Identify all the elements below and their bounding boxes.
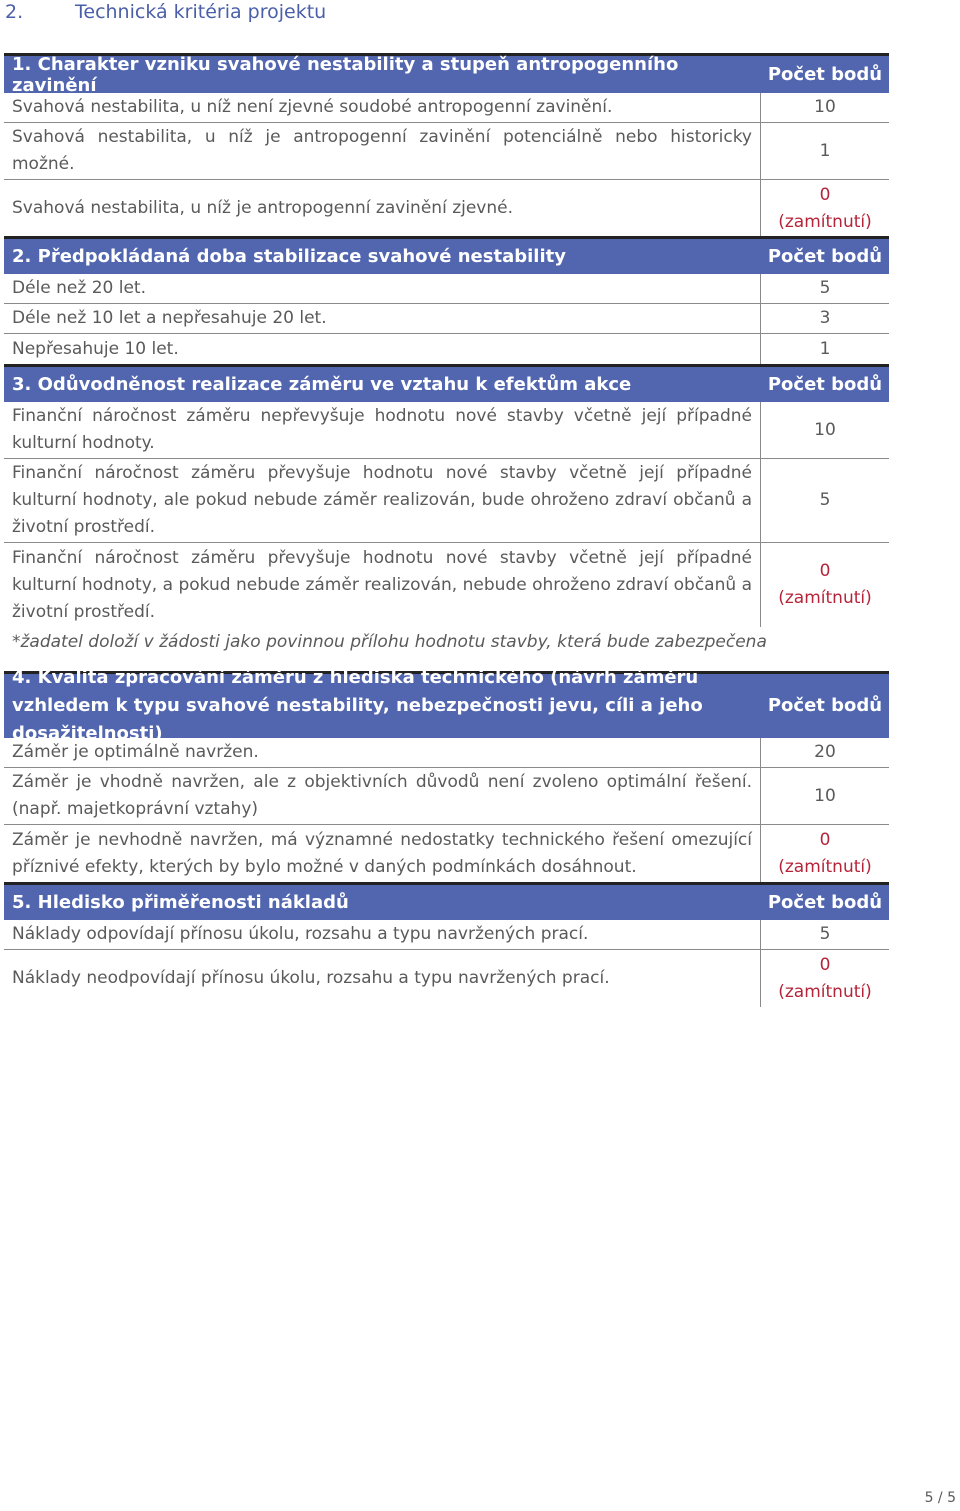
section-heading [5,0,326,24]
row-points [760,738,889,767]
table-row [4,274,889,304]
row-text: Svahová nestabilita, u níž není zjevné soudobé antropogenní zavinění. [12,97,613,117]
table-header [4,667,889,744]
table-row [4,738,889,768]
row-points [760,768,889,824]
points-value: 10 [814,97,836,117]
rejection-note: (zamítnutí) [778,856,872,877]
section-heading-title: Technická kritéria projektu [75,1,327,23]
points-value: 0 [819,829,831,850]
row-points [760,459,889,542]
row-points [760,123,889,179]
table-row [4,93,889,123]
table-row [4,459,889,543]
table-header [4,882,889,920]
header-title: 1. Charakter vzniku svahové nestability a stupeň antropogenního zavinění [12,53,679,96]
row-points [760,274,889,303]
points-value: 0 [819,561,831,581]
points-value: 1 [819,338,831,359]
table-row [4,123,889,180]
row-text: Svahová nestabilita, u níž je antropogenní zavinění zjevné. [12,198,513,218]
table-row [4,543,889,627]
criteria-table-2 [4,236,889,364]
row-points [760,93,889,122]
row-points [760,825,889,882]
table-row [4,920,889,950]
table-row [4,768,889,825]
section-heading-number: 2. [5,1,24,23]
rejection-note: (zamítnutí) [778,588,872,608]
row-points [760,402,889,458]
table-row [4,304,889,334]
points-value: 10 [814,785,836,806]
row-text: Náklady odpovídají přínosu úkolu, rozsahu a typu navržených prací. [12,924,589,944]
table-row [4,402,889,459]
header-title: 4. Kvalita zpracování záměru z hlediska technického (návrh záměru vzhledem k typu svahové nestability, nebezpečnosti jevu, cíli a jeho dosažitelnosti) [12,667,703,744]
header-title: 5. Hledisko přiměřenosti nákladů [12,892,349,913]
header-points-label: Počet bodů [767,246,883,267]
header-points-label: Počet bodů [767,695,883,716]
points-value: 5 [819,924,831,944]
header-points-label: Počet bodů [767,374,883,395]
row-points [760,543,889,627]
points-value: 20 [814,742,836,762]
row-points [760,334,889,364]
points-value: 1 [819,140,831,161]
row-text: Déle než 10 let a nepřesahuje 20 let. [12,308,327,328]
table-row [4,180,889,237]
footnote: *žadatel doloží v žádosti jako povinnou přílohu hodnotu stavby, která bude zabezpečena [12,632,767,652]
row-points [760,950,889,1007]
table-row [4,334,889,364]
table-header [4,364,889,402]
row-text: Záměr je optimálně navržen. [12,742,259,762]
table-header [4,236,889,274]
row-points [760,180,889,237]
row-text: Svahová nestabilita, u níž je antropogenní zavinění potenciálně nebo historicky možné. [12,127,752,174]
row-text: Déle než 20 let. [12,278,146,298]
header-points-label: Počet bodů [767,892,883,913]
rejection-note: (zamítnutí) [778,981,872,1002]
row-text: Záměr je nevhodně navržen, má významné nedostatky technického řešení omezující příznivé efekty, kterých by bylo možné v daných podmínkách dosáhnout. [12,829,752,877]
points-value: 5 [819,490,831,510]
page-number: 5 / 5 [924,1490,956,1506]
row-text: Finanční náročnost záměru převyšuje hodnotu nové stavby včetně její případné kulturní hodnoty, a pokud nebude záměr realizován, nebude ohroženo zdraví občanů a životní prostředí. [12,547,752,622]
header-points-label: Počet bodů [767,64,883,85]
criteria-table-3 [4,364,889,657]
points-value: 0 [819,184,831,205]
row-text: Náklady neodpovídají přínosu úkolu, rozsahu a typu navržených prací. [12,968,610,988]
points-value: 5 [819,278,831,298]
criteria-table-5 [4,882,889,1007]
table-row [4,825,889,882]
row-text: Finanční náročnost záměru převyšuje hodnotu nové stavby včetně její případné kulturní hodnoty, ale pokud nebude záměr realizován, bude ohroženo zdraví občanů a životní prostředí. [12,463,752,537]
row-text: Záměr je vhodně navržen, ale z objektivních důvodů není zvoleno optimální řešení. (např. majetkoprávní vztahy) [12,772,752,819]
table-header [4,53,889,96]
row-points [760,920,889,949]
rejection-note: (zamítnutí) [778,211,872,232]
header-title: 2. Předpokládaná doba stabilizace svahové nestability [12,246,566,267]
row-text: Nepřesahuje 10 let. [12,338,179,359]
criteria-table-1 [4,53,889,237]
row-points [760,304,889,333]
row-text: Finanční náročnost záměru nepřevyšuje hodnotu nové stavby včetně její případné kulturní hodnoty. [12,406,752,453]
header-title: 3. Odůvodněnost realizace záměru ve vztahu k efektům akce [12,374,632,395]
points-value: 0 [819,954,831,975]
criteria-table-4 [4,667,889,882]
table-row [4,950,889,1007]
points-value: 10 [814,419,836,440]
points-value: 3 [819,308,831,328]
